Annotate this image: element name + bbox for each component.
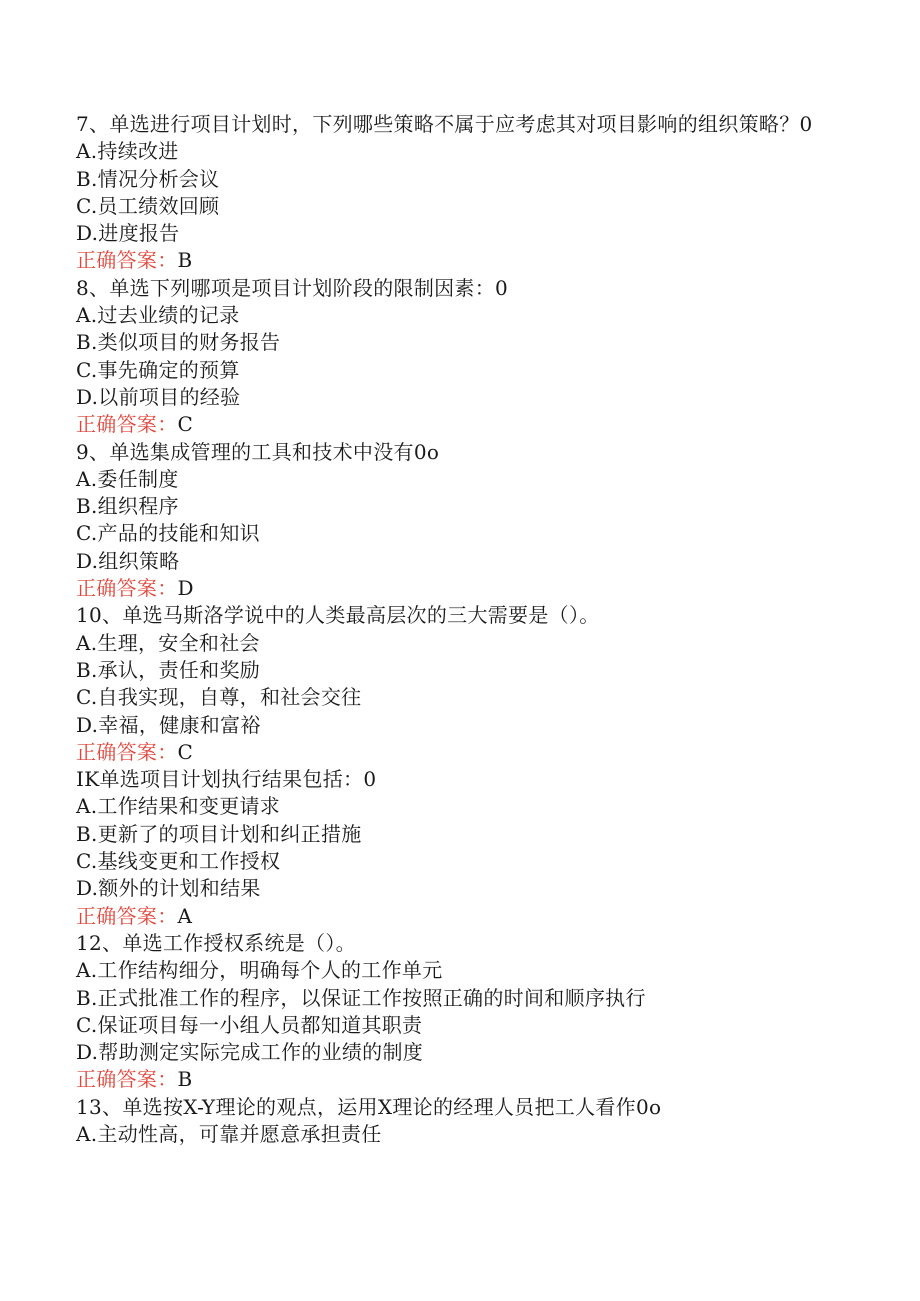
- option-a: A.工作结构细分，明确每个人的工作单元: [76, 958, 443, 983]
- option-b: B.承认，责任和奖励: [76, 657, 261, 682]
- answer-label: 正确答案：: [76, 739, 178, 764]
- option-c: C.自我实现，自尊，和社会交往: [76, 685, 362, 710]
- question-stem: 9、单选集成管理的工具和技术中没有0o: [76, 439, 440, 464]
- option-c: C.员工绩效回顾: [76, 193, 220, 218]
- option-d: D.幸福，健康和富裕: [76, 712, 261, 737]
- correct-answer: [76, 903, 856, 930]
- question-12: [76, 930, 856, 1094]
- answer-letter: A: [177, 903, 193, 928]
- answer-label: 正确答案：: [76, 903, 178, 928]
- correct-answer: [76, 247, 856, 274]
- option-b: B.组织程序: [76, 494, 179, 519]
- option-c: C.基线变更和工作授权: [76, 849, 281, 874]
- question-list: [76, 111, 856, 1148]
- question-7: [76, 111, 856, 275]
- option-c: C.产品的技能和知识: [76, 521, 260, 546]
- option-b: B.类似项目的财务报告: [76, 330, 281, 355]
- correct-answer: [76, 739, 856, 766]
- question-stem: 13、单选按X-Y理论的观点，运用X理论的经理人员把工人看作0o: [76, 1094, 662, 1119]
- option-d: D.额外的计划和结果: [76, 876, 261, 901]
- answer-label: 正确答案：: [76, 576, 178, 601]
- answer-letter: B: [177, 1067, 193, 1092]
- option-a: A.持续改进: [76, 139, 179, 164]
- question-stem: 10、单选马斯洛学说中的人类最高层次的三大需要是（）。: [76, 603, 600, 628]
- answer-letter: D: [177, 576, 194, 601]
- answer-letter: C: [177, 739, 194, 764]
- question-8: [76, 275, 856, 439]
- answer-label: 正确答案：: [76, 248, 178, 273]
- correct-answer: [76, 575, 856, 602]
- question-9: [76, 439, 856, 603]
- option-b: B.正式批准工作的程序，以保证工作按照正确的时间和顺序执行: [76, 985, 646, 1010]
- question-stem: 8、单选下列哪项是项目计划阶段的限制因素：0: [76, 275, 509, 300]
- option-a: A.工作结果和变更请求: [76, 794, 281, 819]
- question-11: [76, 766, 856, 930]
- answer-letter: B: [177, 248, 193, 273]
- question-13: [76, 1094, 856, 1149]
- option-a: A.生理，安全和社会: [76, 630, 260, 655]
- answer-label: 正确答案：: [76, 1067, 178, 1092]
- option-b: B.情况分析会议: [76, 166, 220, 191]
- answer-letter: C: [177, 412, 194, 437]
- question-10: [76, 602, 856, 766]
- correct-answer: [76, 1066, 856, 1093]
- option-c: C.保证项目每一小组人员都知道其职责: [76, 1012, 423, 1037]
- answer-label: 正确答案：: [76, 412, 178, 437]
- question-stem: 7、单选进行项目计划时，下列哪些策略不属于应考虑其对项目影响的组织策略？0: [76, 112, 813, 136]
- option-d: D.进度报告: [76, 221, 180, 246]
- option-b: B.更新了的项目计划和纠正措施: [76, 821, 362, 846]
- question-stem: 12、单选工作授权系统是（）。: [76, 930, 356, 955]
- option-a: A.委任制度: [76, 466, 179, 491]
- option-d: D.以前项目的经验: [76, 384, 241, 409]
- option-a: A.过去业绩的记录: [76, 303, 240, 328]
- option-c: C.事先确定的预算: [76, 357, 240, 382]
- question-stem: IK单选项目计划执行结果包括：0: [76, 767, 377, 792]
- option-a: A.主动性高，可靠并愿意承担责任: [76, 1121, 382, 1146]
- option-d: D.组织策略: [76, 548, 180, 573]
- correct-answer: [76, 411, 856, 438]
- option-d: D.帮助测定实际完成工作的业绩的制度: [76, 1040, 424, 1065]
